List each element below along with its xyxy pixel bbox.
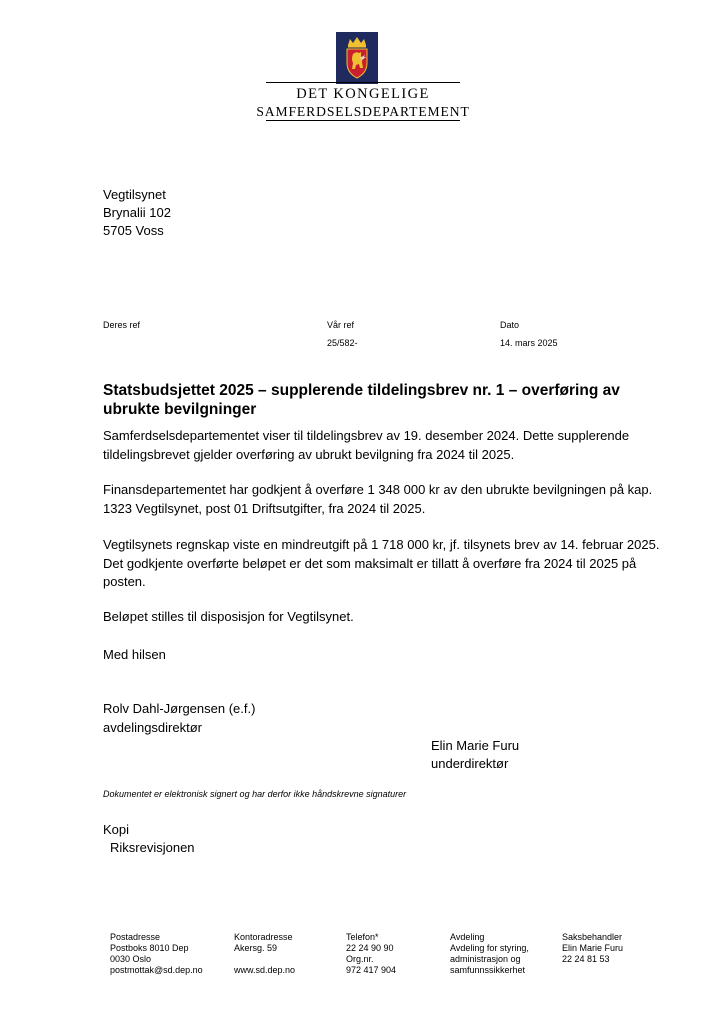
footer-avdeling-line: administrasjon og [450,954,521,964]
footer-orgnr-value: 972 417 904 [346,965,397,975]
footer-saksbehandler-heading: Saksbehandler [562,932,623,942]
dato-value: 14. mars 2025 [500,338,558,348]
footer-kontoradresse-heading: Kontoradresse [234,932,293,942]
recipient-name: Vegtilsynet [103,187,166,202]
ministry-name-line1: DET KONGELIGE [296,86,430,102]
footer-kontoradresse-line: Akersg. 59 [234,943,278,953]
footer-postadresse [110,932,203,976]
footer-telefon [346,932,396,976]
footer-saksbehandler [562,932,623,965]
paragraph-2: Finansdepartementet har godkjent å overføre 1 348 000 kr av den ubrukte bevilgningen på kap. 1323 Vegtilsynet, post 01 Driftsutgifter, fra 2024 til 2025. [103,482,653,516]
coat-of-arms-icon [336,32,378,84]
letter-title: Statsbudsjettet 2025 – supplerende tildelingsbrev nr. 1 – overføring av ubrukte bevilgninger [103,382,620,418]
footer-postadresse-heading: Postadresse [110,932,161,942]
recipient-street: Brynalii 102 [103,205,171,220]
paragraph-4: Beløpet stilles til disposisjon for Vegtilsynet. [103,609,354,624]
footer-telefon-heading: Telefon* [346,932,379,942]
footer-avdeling-heading: Avdeling [450,932,485,942]
signer2-title: underdirektør [431,756,509,771]
footer-email-link[interactable]: postmottak@sd.dep.no [110,965,203,975]
copy-label: Kopi [103,822,130,837]
footer-avdeling-line: Avdeling for styring, [450,943,529,953]
footer-avdeling [450,932,529,976]
copy-recipient: Riksrevisjonen [110,840,195,855]
footer-avdeling-line: samfunnssikkerhet [450,965,526,975]
footer-kontoradresse [234,932,295,976]
footer-kontoradresse-line [234,954,295,965]
closing-greeting: Med hilsen [103,647,166,662]
letterhead-bottom-rule [266,120,460,121]
dato-label: Dato [500,320,520,330]
signer2-name: Elin Marie Furu [431,738,520,753]
deres-ref-label: Deres ref [103,320,141,330]
letterhead-top-rule [266,82,460,83]
var-ref-label: Vår ref [327,320,355,330]
electronic-signature-note: Dokumentet er elektronisk signert og har derfor ikke håndskrevne signaturer [103,789,407,799]
footer-postadresse-line: Postboks 8010 Dep [110,943,189,953]
ministry-name-line2: SAMFERDSELSDEPARTEMENT [256,104,470,119]
footer-telefon-number: 22 24 90 90 [346,943,394,953]
footer-saksbehandler-name: Elin Marie Furu [562,943,624,953]
footer-website-link[interactable]: www.sd.dep.no [234,965,296,975]
signer1-name: Rolv Dahl-Jørgensen (e.f.) [103,701,256,716]
paragraph-3: Vegtilsynets regnskap viste en mindreutgift på 1 718 000 kr, jf. tilsynets brev av 14. februar 2025. Det godkjente overførte beløpet er det som maksimalt er tillatt å overføre fra 2024 til 2025 på posten. [103,537,660,589]
footer-orgnr-label: Org.nr. [346,954,374,964]
signer1-title: avdelingsdirektør [103,720,202,735]
var-ref-value: 25/582- [327,338,358,348]
recipient-address [103,186,171,240]
footer-saksbehandler-phone: 22 24 81 53 [562,954,610,964]
paragraph-1: Samferdselsdepartementet viser til tildelingsbrev av 19. desember 2024. Dette supplerende tildelingsbrevet gjelder overføring av ubrukt bevilgning fra 2024 til 2025. [103,428,630,462]
footer-postadresse-line: 0030 Oslo [110,954,152,964]
letterhead [246,32,480,122]
recipient-postal: 5705 Voss [103,223,164,238]
